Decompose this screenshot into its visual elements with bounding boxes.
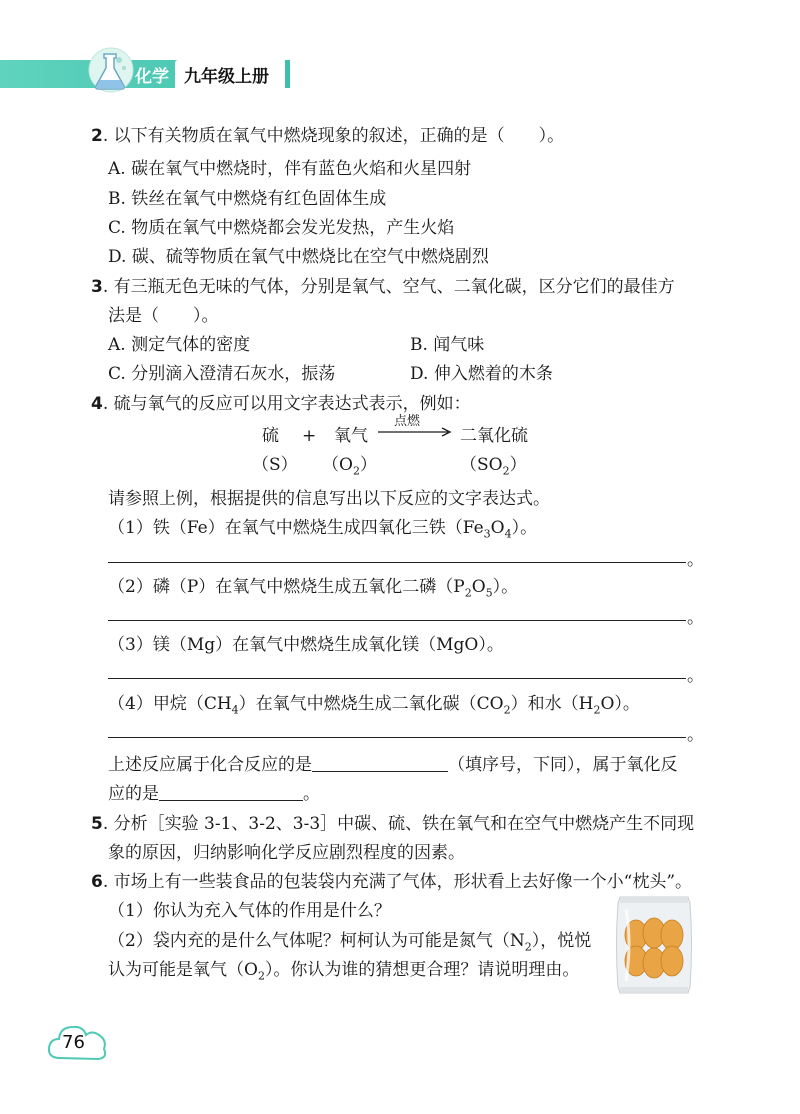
answer-period: 。 bbox=[687, 666, 704, 686]
grade-label: 九年级上册 bbox=[184, 67, 269, 87]
question-text: . 有三瓶无色无味的气体，分别是氧气、空气、二氧化碳，区分它们的最佳方 bbox=[102, 277, 675, 297]
answer-period: 。 bbox=[687, 608, 704, 628]
eq-formula-s: （S） bbox=[252, 455, 298, 475]
q4-summary-line-2: 应的是 。 bbox=[108, 784, 320, 804]
answer-line-1[interactable] bbox=[108, 562, 686, 563]
oxidation-reaction-blank[interactable] bbox=[159, 782, 303, 801]
question-text: . 分析［实验 3-1、3-2、3-3］中碳、硫、铁在氧气和在空气中燃烧产生不同现 bbox=[102, 814, 695, 834]
q6-sub-1: （1）你认为充入气体的作用是什么？ bbox=[108, 901, 391, 921]
q5-stem-continued: 象的原因，归纳影响化学反应剧烈程度的因素。 bbox=[108, 843, 465, 863]
question-number: 5 bbox=[91, 814, 103, 834]
eq-condition: 点燃 bbox=[394, 414, 421, 429]
q4-summary-line-1: 上述反应属于化合反应的是 （填序号，下同），属于氧化反 bbox=[108, 755, 678, 775]
q6-sub-2-continued: 认为可能是氧气$(O_2)$。你认为谁的猜想更合理？请说明理由。 bbox=[108, 960, 580, 983]
page-number: 76 bbox=[62, 1032, 85, 1053]
q3-option-b: B. 闻气味 bbox=[410, 335, 485, 355]
q3-option-c: C. 分别滴入澄清石灰水，振荡 bbox=[108, 364, 336, 384]
eq-plus: + bbox=[302, 426, 317, 446]
q4-item-1: （1）铁（Fe）在氧气中燃烧生成四氧化三铁$(Fe_3O_4)$。 bbox=[108, 518, 538, 541]
q2-option-d: D. 碳、硫等物质在氧气中燃烧比在空气中燃烧剧烈 bbox=[108, 247, 489, 267]
q2-option-c: C. 物质在氧气中燃烧都会发光发热，产生火焰 bbox=[108, 218, 455, 238]
question-number: 2 bbox=[91, 126, 103, 146]
eq-formula-o2: $(O_2)$ bbox=[322, 455, 377, 478]
combination-reaction-blank[interactable] bbox=[312, 753, 448, 772]
q4-item-3: （3）镁（Mg）在氧气中燃烧生成氧化镁（MgO）。 bbox=[108, 635, 504, 655]
question-text: . 以下有关物质在氧气中燃烧现象的叙述，正确的是（ ）。 bbox=[102, 126, 565, 146]
answer-line-2[interactable] bbox=[108, 620, 686, 621]
question-text: . 硫与氧气的反应可以用文字表达式表示，例如： bbox=[102, 394, 471, 414]
q3-option-d: D. 伸入燃着的木条 bbox=[410, 364, 553, 384]
reaction-arrow-icon bbox=[378, 420, 452, 438]
q2-option-a: A. 碳在氧气中燃烧时，伴有蓝色火焰和火星四射 bbox=[108, 159, 472, 179]
question-2-stem bbox=[91, 124, 564, 148]
answer-period: 。 bbox=[687, 550, 704, 570]
eq-product: 二氧化硫 bbox=[460, 426, 528, 446]
answer-line-4[interactable] bbox=[108, 737, 686, 738]
question-3-stem bbox=[91, 275, 675, 299]
q4-item-2: （2）磷（P）在氧气中燃烧生成五氧化二磷$(P_2O_5)$。 bbox=[108, 577, 519, 600]
eq-reactant-2: 氧气 bbox=[334, 426, 368, 446]
eq-formula-so2: $(SO_2)$ bbox=[460, 455, 527, 478]
flask-icon bbox=[86, 46, 136, 94]
q2-option-b: B. 铁丝在氧气中燃烧有红色固体生成 bbox=[108, 189, 387, 209]
question-text: . 市场上有一些装食品的包装袋内充满了气体，形状看上去好像一个小“枕头”。 bbox=[102, 872, 693, 892]
q3-option-a: A. 测定气体的密度 bbox=[108, 335, 251, 355]
question-number: 3 bbox=[91, 277, 103, 297]
q3-stem-continued: 法是（ ）。 bbox=[108, 306, 219, 326]
eq-reactant-1: 硫 bbox=[262, 426, 279, 446]
q6-sub-2: （2）袋内充的是什么气体呢？柯柯认为可能是氮气$(N_2)$，悦悦 bbox=[108, 931, 592, 954]
answer-period: 。 bbox=[687, 725, 704, 745]
answer-line-3[interactable] bbox=[108, 678, 686, 679]
snack-bag-image bbox=[614, 893, 694, 997]
q4-instruction: 请参照上例，根据提供的信息写出以下反应的文字表达式。 bbox=[108, 489, 550, 509]
q4-item-4: （4）甲烷$(CH_4)$在氧气中燃烧生成二氧化碳$(CO_2)$和水$(H_2O)$。 bbox=[108, 694, 640, 717]
question-5-stem bbox=[91, 812, 694, 836]
question-number: 4 bbox=[91, 394, 103, 414]
question-6-stem bbox=[91, 870, 692, 894]
question-number: 6 bbox=[91, 872, 103, 892]
subject-label: 化学 bbox=[135, 67, 169, 87]
